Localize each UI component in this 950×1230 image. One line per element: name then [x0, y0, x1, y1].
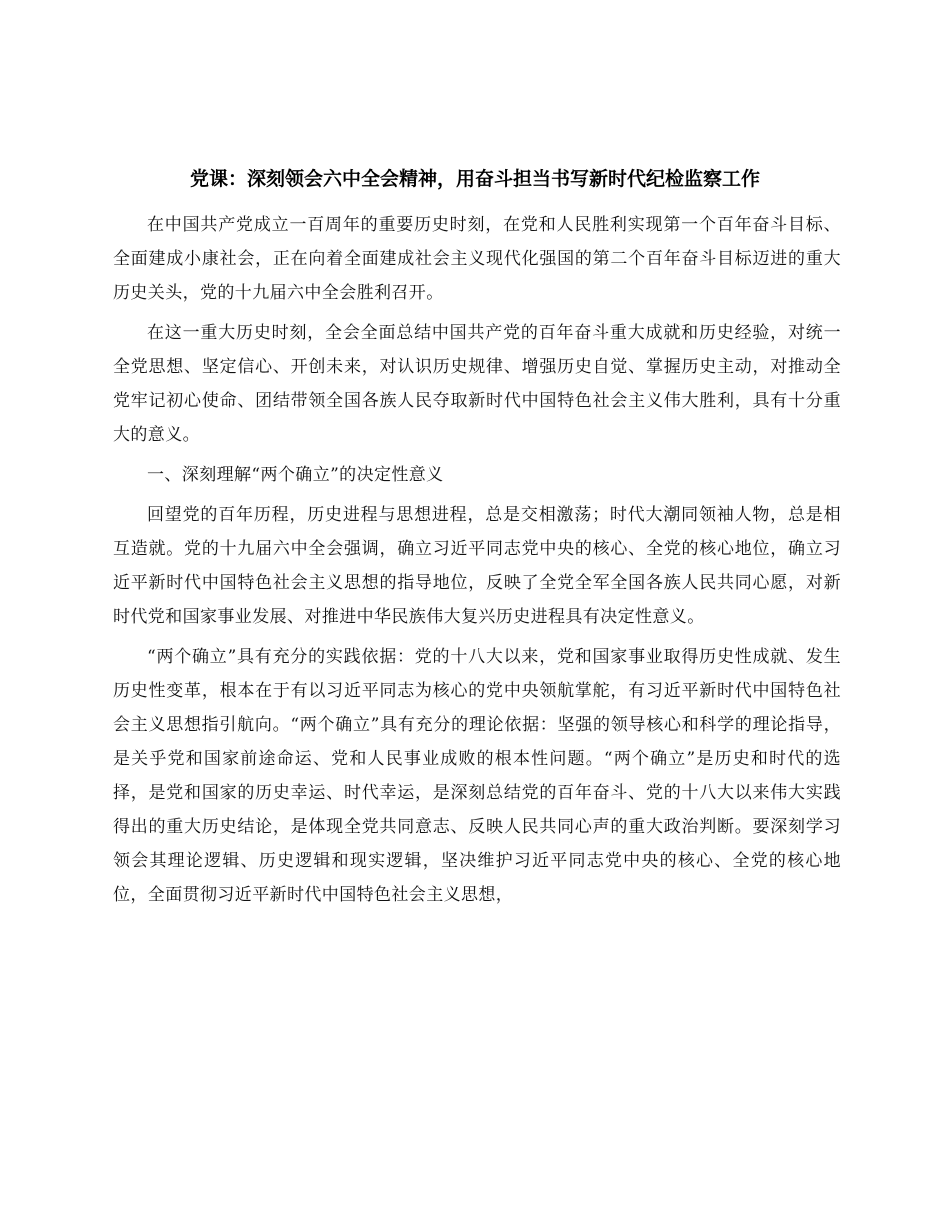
section-heading-one: 一、深刻理解“两个确立”的决定性意义: [147, 465, 444, 485]
paragraph-intro: 在中国共产党成立一百周年的重要历史时刻，在党和人民胜利实现第一个百年奋斗目标、全面建成小康社会，正在向着全面建成社会主义现代化强国的第二个百年奋斗目标迈进的重大历史关头，党的十九届六中全会胜利召开。: [113, 215, 841, 303]
paragraph-review: 回望党的百年历程，历史进程与思想进程，总是交相激荡；时代大潮同领袖人物，总是相互造就。党的十九届六中全会强调，确立习近平同志党中央的核心、全党的核心地位，确立习近平新时代中国特色社会主义思想的指导地位，反映了全党全军全国各族人民共同心愿，对新时代党和国家事业发展、对推进中华民族伟大复兴历史进程具有决定性意义。: [113, 505, 841, 627]
paragraph-two-establishments: “两个确立”具有充分的实践依据：党的十八大以来，党和国家事业取得历史性成就、发生历史性变革，根本在于有以习近平同志为核心的党中央领航掌舵，有习近平新时代中国特色社会主义思想指引航向。“两个确立”具有充分的理论依据：坚强的领导核心和科学的理论指导，是关乎党和国家前途命运、党和人民事业成败的根本性问题。“两个确立”是历史和时代的选择，是党和国家的历史幸运、时代幸运，是深刻总结党的百年奋斗、党的十八大以来伟大实践得出的重大历史结论，是体现全党共同意志、反映人民共同心声的重大政治判断。要深刻学习领会其理论逻辑、历史逻辑和现实逻辑，坚决维护习近平同志党中央的核心、全党的核心地位，全面贯彻习近平新时代中国特色社会主义思想，: [113, 647, 841, 905]
paragraph-significance: 在这一重大历史时刻，全会全面总结中国共产党的百年奋斗重大成就和历史经验，对统一全党思想、坚定信心、开创未来，对认识历史规律、增强历史自觉、掌握历史主动，对推动全党牢记初心使命、团结带领全国各族人民夺取新时代中国特色社会主义伟大胜利，具有十分重大的意义。: [113, 323, 841, 445]
document-title: 党课：深刻领会六中全会精神，用奋斗担当书写新时代纪检监察工作: [189, 168, 760, 190]
document-body: [113, 208, 841, 918]
